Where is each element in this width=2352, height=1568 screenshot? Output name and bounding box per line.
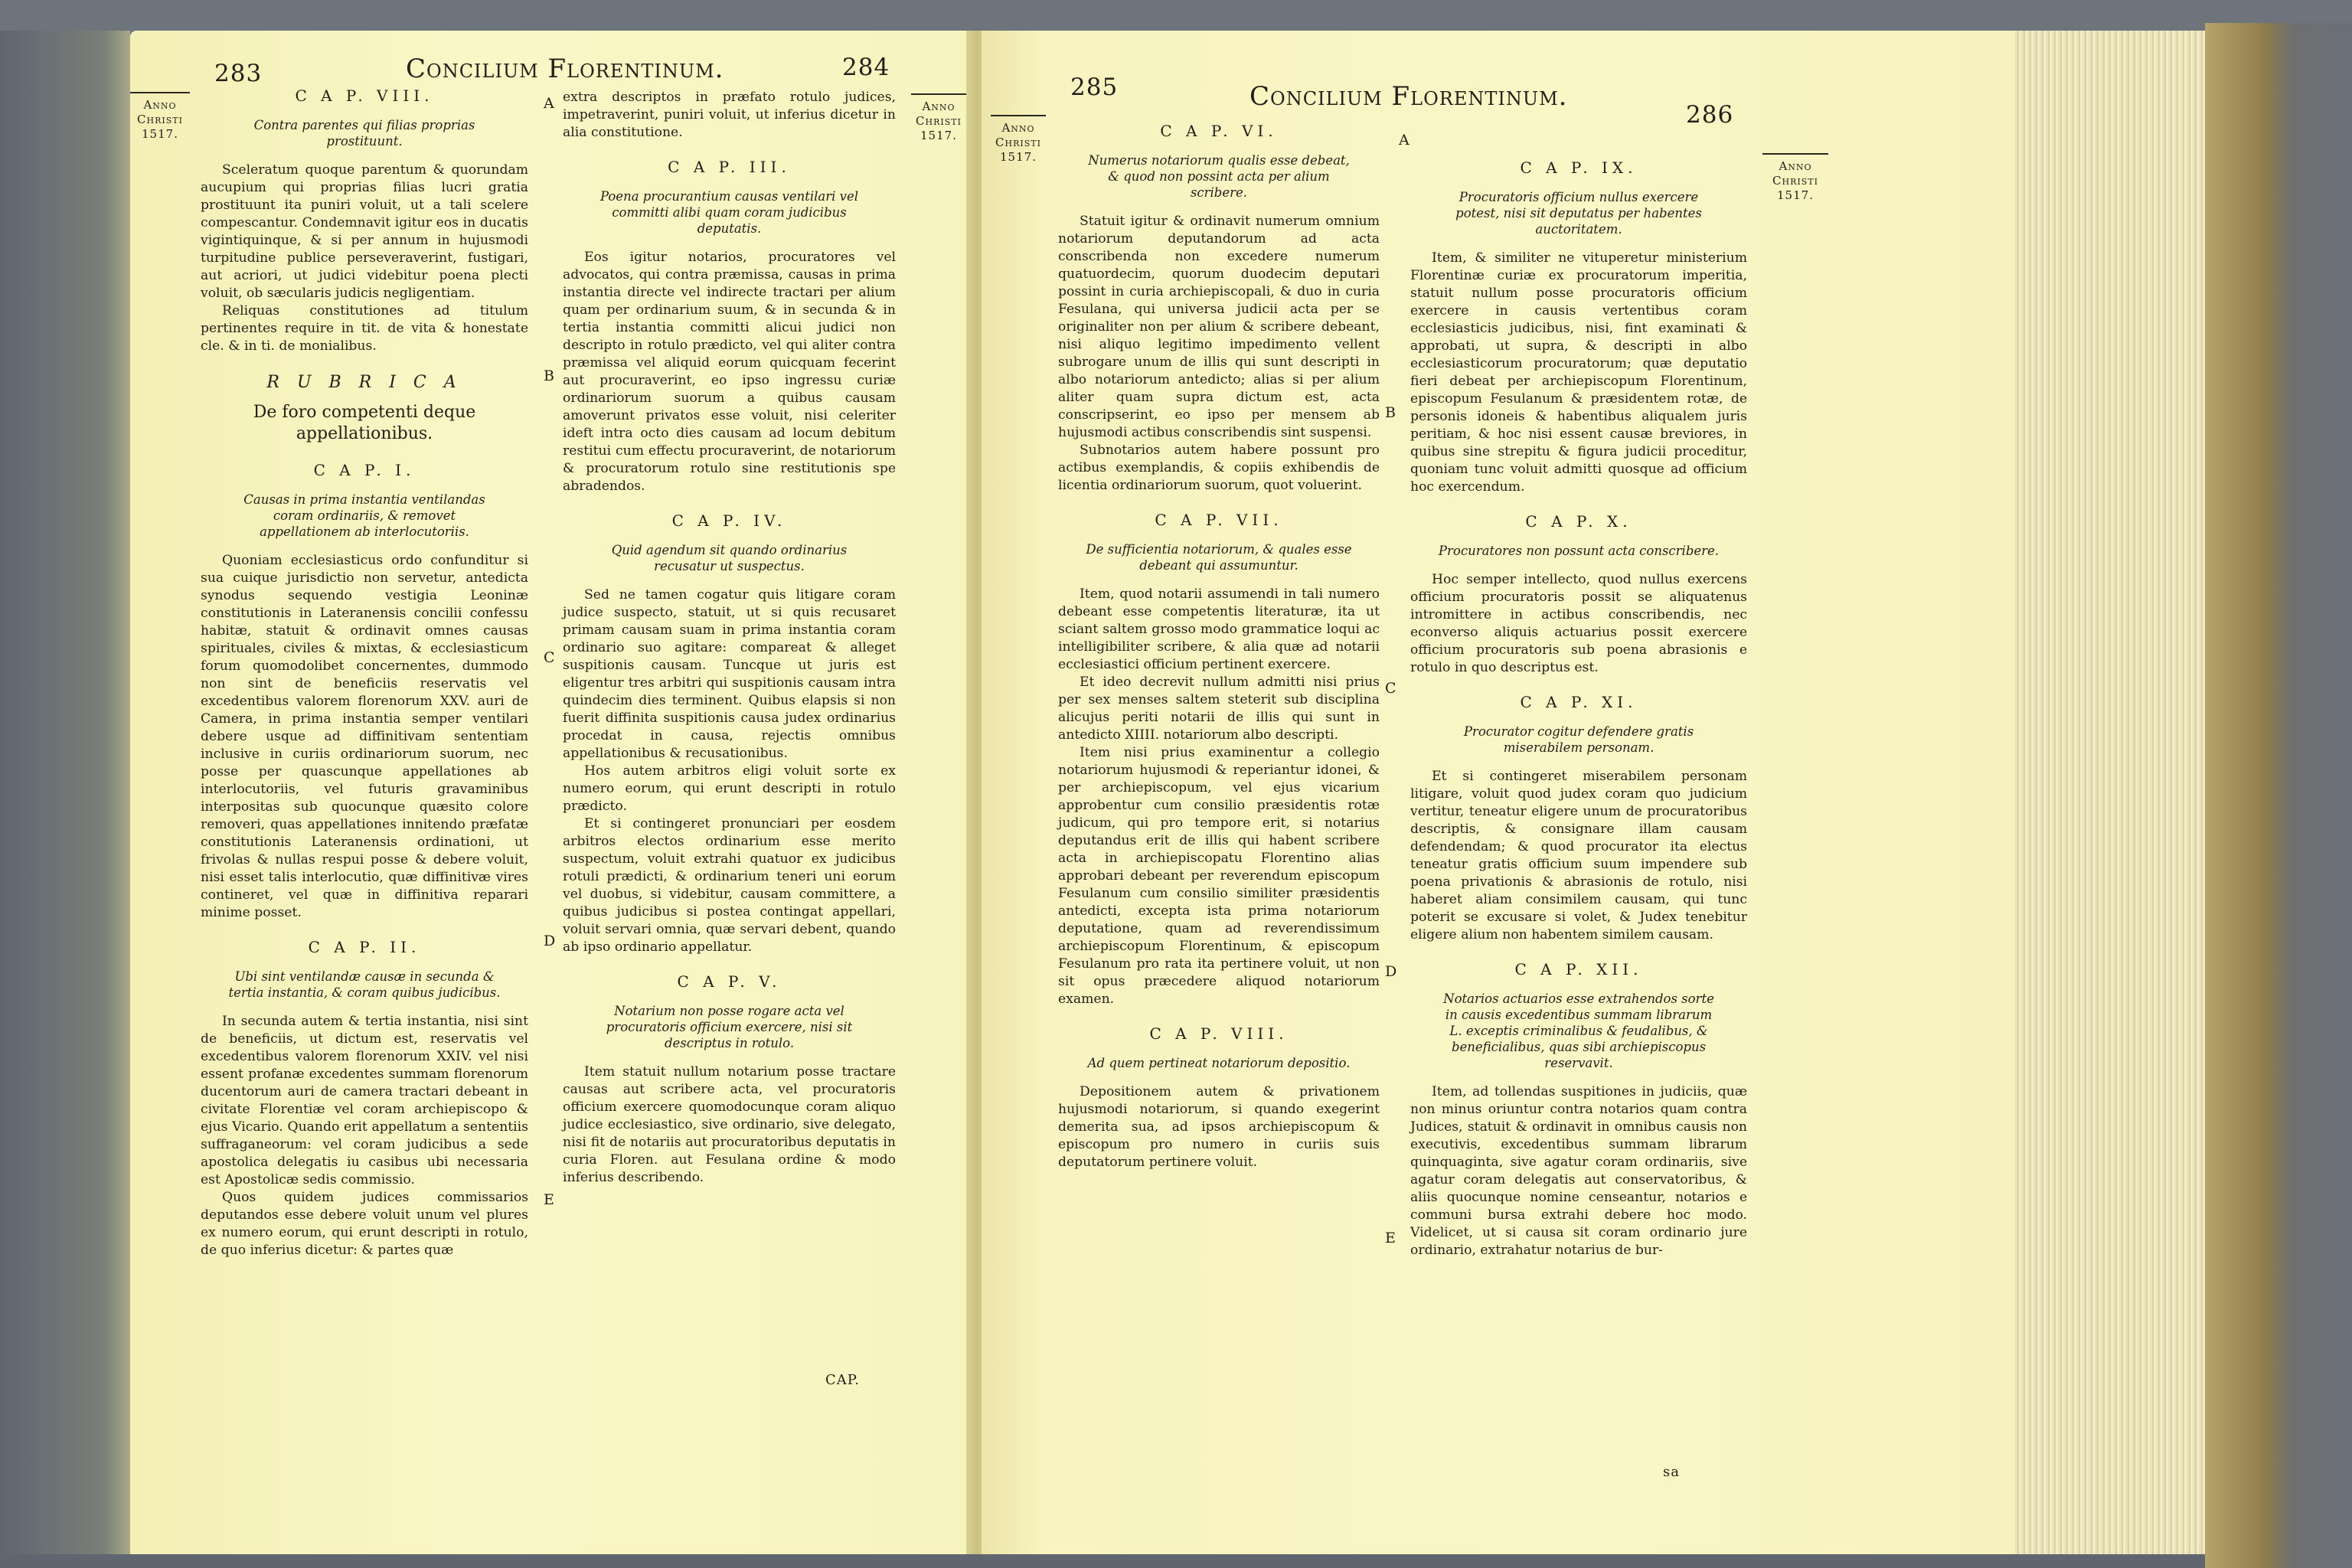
margin-marker: A — [544, 95, 554, 112]
left-column-2 — [563, 89, 896, 1187]
chapter-title: Procuratoris officium nullus exercere potest, nisi sit deputatus per habentes auctoritatem. — [1455, 190, 1702, 237]
margin-marker: D — [1385, 963, 1397, 980]
paragraph: Statuit igitur & ordinavit numerum omnium notariorum deputandorum ad acta conscribenda non excedere numerum quatuordecim, quorum duodecim deputari possint in curia archiepiscopali, & duo in curia Fesulana, qui universa judicii acta per se originaliter non per alium & scribere debeant, nisi aliquo legitimo impedimento vellent subrogare unum de illis qui sunt descripti in albo notariorum antedicto; alias si per alium aliter quam supra dictum est, acta conscripserint, eo ipso per mensem ab hujusmodi actibus conscribendis sint suspensi. — [1058, 214, 1380, 440]
margin-marker: E — [1385, 1230, 1396, 1246]
chapter-heading: C A P. VII. — [1155, 511, 1283, 529]
chapter-heading: C A P. V. — [677, 972, 782, 991]
paragraph: Subnotarios autem habere possunt pro actibus exemplandis, & copiis exhibendis de licentia ordinariorum suorum, quot voluerint. — [1058, 443, 1380, 493]
paragraph: Hoc semper intellecto, quod nullus exercens officium procuratoris possit se aliquatenus intromittere in actibus conscribendis, nec econverso aliquis actuarius possit exercere officium procuratoris sub poena abrasionis e rotulo in quo descriptus est. — [1410, 572, 1747, 675]
catchword: sa — [1663, 1464, 1680, 1480]
paragraph: In secunda autem & tertia instantia, nisi sint de beneficiis, ut dictum est, reservatis vel excedentibus valorem florenorum XXIV. vel nisi essent profanæ excedentes summam florenorum ducentorum auri de camera tractari debeant in civitate Florentiæ vel coram archiepiscopo & ejus Vicario. Quando erit appellatum a sententiis suffraganeorum: vel coram judicibus a sede apostolica delegatis iu casibus ubi necessaria est Apostolicæ sedis commissio. — [201, 1014, 528, 1187]
left-column-1 — [201, 87, 528, 1259]
chapter-heading: C A P. II. — [308, 938, 421, 956]
paragraph: Item, & similiter ne vituperetur ministerium Florentinæ curiæ ex procuratorum imperitia, statuit nullum posse procuratoris officium exercere in causis vertentibus coram ecclesiasticis judicibus, nisi, fint examinati & approbati, ut supra, & descripti in albo ecclesiasticorum procuratorum; quæ deputatio fieri debeat per archiepiscopum Florentinum, episcopum Fesulanum & præsidentem rotæ, de personis idoneis & habentibus aliqualem juris peritiam, & hoc nisi essent causæ breviores, in quibus sine strepitu & figura judicii proceditur, quoniam tunc voluit admitti quosque ad officium hoc exercendum. — [1410, 250, 1747, 495]
running-head-left: Concilium Florentinum. — [406, 54, 724, 84]
margin-marker: C — [1385, 680, 1396, 697]
chapter-heading: C A P. IX. — [1520, 158, 1638, 177]
paragraph: Hos autem arbitros eligi voluit sorte ex numero eorum, qui erunt descripti in rotulo prædicto. — [563, 763, 896, 814]
right-column-1 — [1058, 122, 1380, 1171]
paragraph: Sed ne tamen cogatur quis litigare coram judice suspecto, statuit, ut si quis recusaret primam causam suam in prima instantia coram ordinario suo agitare: compareat & alleget suspitionis causam. Tuncque ut juris est eligentur tres arbitri qui suspitionis causam intra quindecim dies terminent. Quibus elapsis si non fuerit diffinita suspitionis causa judex ordinarius procedat in causa, rejectis omnibus appellationibus & recusationibus. — [563, 587, 896, 761]
chapter-title: Procurator cogitur defendere gratis miserabilem personam. — [1463, 724, 1694, 755]
page-number-283: 283 — [214, 60, 263, 87]
paragraph: Quos quidem judices commissarios deputandos esse debere voluit unum vel plures ex numero eorum, qui erunt descripti in rotulo, de quo inferius dicetur: & partes quæ — [201, 1190, 528, 1258]
right-page — [982, 31, 2015, 1554]
chapter-heading: C A P. XI. — [1520, 693, 1638, 711]
chapter-title: Poena procurantium causas ventilari vel committi alibi quam coram judicibus deputatis. — [599, 189, 859, 236]
chapter-heading: C A P. III. — [668, 158, 791, 176]
margin-marker: C — [544, 649, 555, 666]
book-cover-edge — [2205, 23, 2352, 1568]
anno-christi-right: Anno Christi 1517. — [911, 93, 966, 143]
paragraph: Sceleratum quoque parentum & quorundam aucupium qui proprias filias lucri gratia prostituunt ita puniri voluit, ut a tali scelere compescantur. Condemnavit igitur eos in ducatis vigintiquinque, & si per annum in hujusmodi turpitudine publice perseveraverint, fustigari, aut acriori, ut judici videbitur poena plecti voluit, ob sæcularis judicis negligentiam. — [201, 162, 528, 301]
paragraph: extra descriptos in præfato rotulo judices, impetraverint, puniri voluit, ut inferius dicetur in alia constitutione. — [563, 90, 896, 140]
page-number-285: 285 — [1070, 74, 1119, 101]
paragraph: Et si contingeret pronunciari per eosdem arbitros electos ordinarium esse merito suspectum, voluit extrahi quatuor ex judicibus rotuli prædicti, & ordinarium teneri uni eorum vel duobus, si videbitur, causam committere, a quibus judicibus si postea contingat appellari, voluit servari omnia, quæ servari debent, quando ab ipso ordinario appellatur. — [563, 816, 896, 955]
chapter-title: Contra parentes qui filias proprias prostituunt. — [253, 118, 475, 149]
chapter-title: Quid agendum sit quando ordinarius recusatur ut suspectus. — [611, 543, 848, 573]
page-block-edge — [2015, 31, 2207, 1554]
running-head-right: Concilium Florentinum. — [1250, 81, 1568, 112]
rubrica-heading: R U B R I C A — [266, 373, 462, 392]
left-page — [130, 31, 972, 1554]
book-left-shadow — [0, 31, 130, 1554]
margin-marker: A — [1399, 132, 1410, 149]
margin-marker: D — [544, 933, 556, 949]
paragraph: Item nisi prius examinentur a collegio notariorum hujusmodi & reperiantur idonei, & per archiepiscopum, vel ejus vicarium approbentur cum consilio præsidentis rotæ judicum, qui pro tempore erit, si notarius deputandus erit de illis qui habent scribere acta in archiepiscopatu Florentino alias approbari debeant per reverendum episcopum Fesulanum cum consilio similiter præsidentis antedicti, excepta ista prima notariorum deputatione, quam ad reverendissimum archiepiscopum Florentinum, & episcopum Fesulanum pro rata ita pertinere voluit, ut non sit opus præcedere aliquod notariorum examen. — [1058, 745, 1380, 1007]
paragraph: Et ideo decrevit nullum admitti nisi prius per sex menses saltem steterit sub disciplina alicujus periti notarii de illis qui sunt in antedicto XIIII. notariorum albo descripti. — [1058, 675, 1380, 743]
anno-christi-right: Anno Christi 1517. — [1762, 153, 1828, 203]
anno-christi-left: Anno Christi 1517. — [991, 115, 1046, 165]
chapter-title: Numerus notariorum qualis esse debeat, & quod non possint acta per alium scribere. — [1088, 153, 1350, 200]
paragraph: Quoniam ecclesiasticus ordo confunditur si sua cuique jurisdictio non servetur, antedicta synodus sequendo vestigia Leoninæ constitutionis in Lateranensis concilii confessu habitæ, statuit & ordinavit omnes causas spirituales, civiles & mixtas, & ecclesiasticum forum quomodolibet concernentes, dummodo non sint de beneficiis reservatis vel excedentibus valorem florenorum XXV. auri de Camera, in prima instantia semper ventilari debere usque ad diffinitivam sententiam inclusive in curiis ordinariorum suorum, nec posse per quascunque appellationes ab interlocutoriis, vel futuris gravaminibus interpositas sub quocunque quæsito colore removeri, quas appellationes innitendo præfatæ constitutionis Lateranensis ordinationi, ut frivolas & nullas respui posse & debere voluit, nisi esset talis interlocutio, quæ diffinitivæ vires contineret, vel quæ in diffinitiva reparari minime posset. — [201, 553, 528, 920]
chapter-heading: C A P. IV. — [671, 511, 787, 530]
chapter-title: Notarium non posse rogare acta vel procuratoris officium exercere, nisi sit descriptus in rotulo. — [606, 1004, 853, 1050]
anno-christi-left: Anno Christi 1517. — [130, 92, 190, 142]
margin-marker: B — [1385, 404, 1396, 421]
right-column-2 — [1410, 159, 1747, 1259]
chapter-title: Procuratores non possunt acta conscribere. — [1438, 544, 1720, 558]
paragraph: Item statuit nullum notarium posse tractare causas aut scribere acta, vel procuratoris officium exercere quomodocunque coram aliquo judice ecclesiastico, sive ordinario, sive delegato, nisi fit de notariis aut procuratoribus deputatis in curia Floren. aut Fesulana ordine & modo inferius describendo. — [563, 1064, 896, 1185]
margin-marker: E — [544, 1191, 554, 1208]
margin-marker: B — [544, 368, 554, 384]
paragraph: Et si contingeret miserabilem personam litigare, voluit quod judex coram quo judicium vertitur, teneatur eligere unum de procuratoribus descriptis, & consignare illam causam defendendam; & quod procurator ita electus teneatur gratis officium suum impendere sub poena privationis & abrasionis de rotulo, nisi haberet aliam consimilem causam, qui tunc poterit se excusare si volet, & Judex tenebitur eligere alium non habentem similem causam. — [1410, 769, 1747, 942]
paragraph: Reliquas constitutiones ad titulum pertinentes require in tit. de vita & honestate cle. & in ti. de monialibus. — [201, 303, 528, 354]
paragraph: Item, quod notarii assumendi in tali numero debeant esse competentis literaturæ, ita ut sciant saltem grosso modo grammatice loqui ac intelligibiliter scribere, & alia quæ ad notarii ecclesiastici officium pertinent exercere. — [1058, 586, 1380, 672]
chapter-heading: C A P. VIII. — [295, 87, 434, 105]
chapter-title: De sufficientia notariorum, & quales esse debeant qui assumuntur. — [1086, 542, 1352, 573]
chapter-heading: C A P. I. — [313, 461, 416, 479]
rubrica-subtitle: De foro competenti deque appellationibus. — [253, 403, 476, 443]
chapter-title: Notarios actuarios esse extrahendos sorte in causis excedentibus summam librarum L. exceptis criminalibus & feudalibus, & beneficialibus, quas sibi archiepiscopus reservavit. — [1443, 991, 1714, 1070]
paragraph: Eos igitur notarios, procuratores vel advocatos, qui contra præmissa, causas in prima instantia directe vel indirecte tractari per alium quam per ordinarium suum, & in secunda & in tertia instantia committi alicui judici non descripto in rotulo prædicto, vel qui aliter contra præmissa vel aliquid eorum quicquam fecerint aut procuraverint, eo ipso ingressu curiæ ordinariorum suorum a quibus causam amoverunt privatos esse voluit, nisi celeriter ideft intra octo dies causam ad locum debitum restitui cum effectu procuraverint, de notariorum & procuratorum rotulo sine restitutionis spe abradendos. — [563, 250, 896, 494]
chapter-heading: C A P. VI. — [1160, 122, 1278, 140]
chapter-heading: C A P. X. — [1525, 512, 1632, 531]
page-number-284: 284 — [842, 54, 890, 81]
chapter-title: Ad quem pertineat notariorum depositio. — [1087, 1056, 1351, 1070]
chapter-title: Ubi sint ventilandæ causæ in secunda & tertia instantia, & coram quibus judicibus. — [228, 969, 501, 1000]
catchword: CAP. — [825, 1372, 860, 1388]
paragraph: Depositionem autem & privationem hujusmodi notariorum, si quando exegerint demerita sua, ad ipsos archiepiscopum & episcopum pro numero in curiis suis deputatorum pertinere voluit. — [1058, 1084, 1380, 1170]
page-number-286: 286 — [1686, 101, 1734, 129]
chapter-title: Causas in prima instantia ventilandas coram ordinariis, & removet appellationem ab interlocutoriis. — [243, 492, 485, 539]
paragraph: Item, ad tollendas suspitiones in judiciis, quæ non minus oriuntur contra notarios quam contra Judices, statuit & ordinavit in omnibus causis non executivis, excedentibus summam librarum quinquaginta, sive agatur coram ordinariis, sive agatur coram delegatis aut conservatoribus, & aliis quocunque nomine censeantur, notarios e communi bursa extrahi debere hoc modo. Videlicet, ut si causa sit coram ordinario jure ordinario, extrahatur notarius de bur- — [1410, 1084, 1747, 1258]
chapter-heading: C A P. VIII. — [1149, 1024, 1289, 1043]
chapter-heading: C A P. XII. — [1514, 960, 1643, 978]
